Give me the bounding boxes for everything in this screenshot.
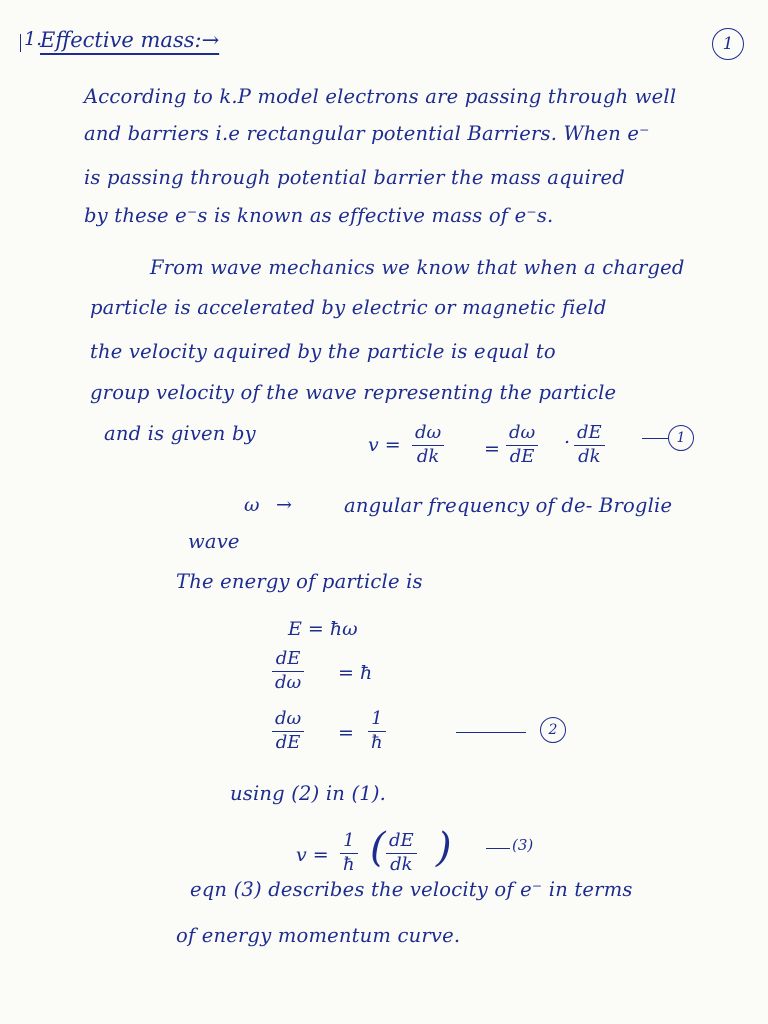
f5-rhs-denominator: ħ <box>371 731 383 753</box>
para2-line-2: particle is accelerated by electric or magnetic field <box>90 296 607 319</box>
eq3-f6-denominator: dk <box>390 853 413 875</box>
eq1-fraction-1 <box>412 424 444 467</box>
domega-dE-fraction <box>272 710 304 753</box>
eq3-dE-dk-fraction <box>386 832 417 875</box>
using-statement: using (2) in (1). <box>230 782 387 805</box>
dE-domega-fraction <box>272 650 304 693</box>
para1-line-3: is passing through potential barrier the mass aquired <box>84 166 625 189</box>
conclusion-line-1: eqn (3) describes the velocity of e⁻ in terms <box>190 878 633 901</box>
eq1-fraction-3 <box>574 424 605 467</box>
eq2-tag-dash <box>456 732 526 733</box>
conclusion-line-2: of energy momentum curve. <box>176 924 461 947</box>
eq3-rhs-numerator: 1 <box>343 830 355 851</box>
eq1-dot: . <box>564 426 571 448</box>
eq1-f2-numerator: dω <box>509 422 536 443</box>
eq3-tag: (3) <box>512 836 534 854</box>
f5-rhs-numerator: 1 <box>371 708 383 729</box>
eq3-f6-numerator: dE <box>389 830 414 851</box>
eq3-close-paren: ) <box>436 825 452 871</box>
one-over-hbar-fraction <box>368 710 386 753</box>
para1-line-1: According to k.P model electrons are passing through well <box>84 85 677 108</box>
f5-denominator: dE <box>275 731 301 753</box>
f4-numerator: dE <box>275 648 301 669</box>
f4-denominator: dω <box>275 671 302 693</box>
eq3-open-paren: ( <box>370 825 386 871</box>
f4-rhs: = ħ <box>338 662 373 684</box>
omega-definition: angular frequency of de- Broglie <box>344 494 673 517</box>
eq1-f3-denominator: dk <box>578 445 601 467</box>
eq1-tag-dash <box>642 438 668 439</box>
eq1-equals: = <box>484 438 500 460</box>
f5-numerator: dω <box>275 708 302 729</box>
page-number-badge: 1 <box>712 28 744 60</box>
energy-equation: E = ħω <box>288 618 358 640</box>
eq1-lhs: v = <box>368 434 401 456</box>
eq3-rhs-denominator: ħ <box>343 853 355 875</box>
margin-mark <box>20 34 21 52</box>
eq1-fraction-2 <box>506 424 538 467</box>
para2-line-4: group velocity of the wave representing the particle <box>90 381 617 404</box>
para1-line-2: and barriers i.e rectangular potential Barriers. When e⁻ <box>84 122 650 145</box>
para1-line-4: by these e⁻s is known as effective mass of e⁻s. <box>84 204 554 227</box>
eq3-one-over-hbar <box>340 832 358 875</box>
eq1-f1-denominator: dk <box>416 445 440 467</box>
omega-arrow: → <box>276 494 292 516</box>
eq3-tag-dash <box>486 848 510 849</box>
para2-line-1: From wave mechanics we know that when a charged <box>150 256 685 279</box>
eq2-tag: 2 <box>540 717 566 743</box>
section-title: Effective mass:→ <box>40 28 220 52</box>
eq1-f2-denominator: dE <box>509 445 535 467</box>
para2-line-5: and is given by <box>104 422 256 445</box>
eq1-f3-numerator: dE <box>577 422 602 443</box>
omega-symbol: ω <box>244 494 260 516</box>
eq1-tag: 1 <box>668 425 694 451</box>
eq3-lhs: v = <box>296 844 329 866</box>
section-number: 1. <box>24 28 43 50</box>
omega-definition-cont: wave <box>188 530 240 553</box>
para2-line-3: the velocity aquired by the particle is equal to <box>90 340 556 363</box>
f5-equals: = <box>338 722 354 744</box>
eq1-f1-numerator: dω <box>415 422 442 443</box>
energy-intro: The energy of particle is <box>176 570 423 593</box>
